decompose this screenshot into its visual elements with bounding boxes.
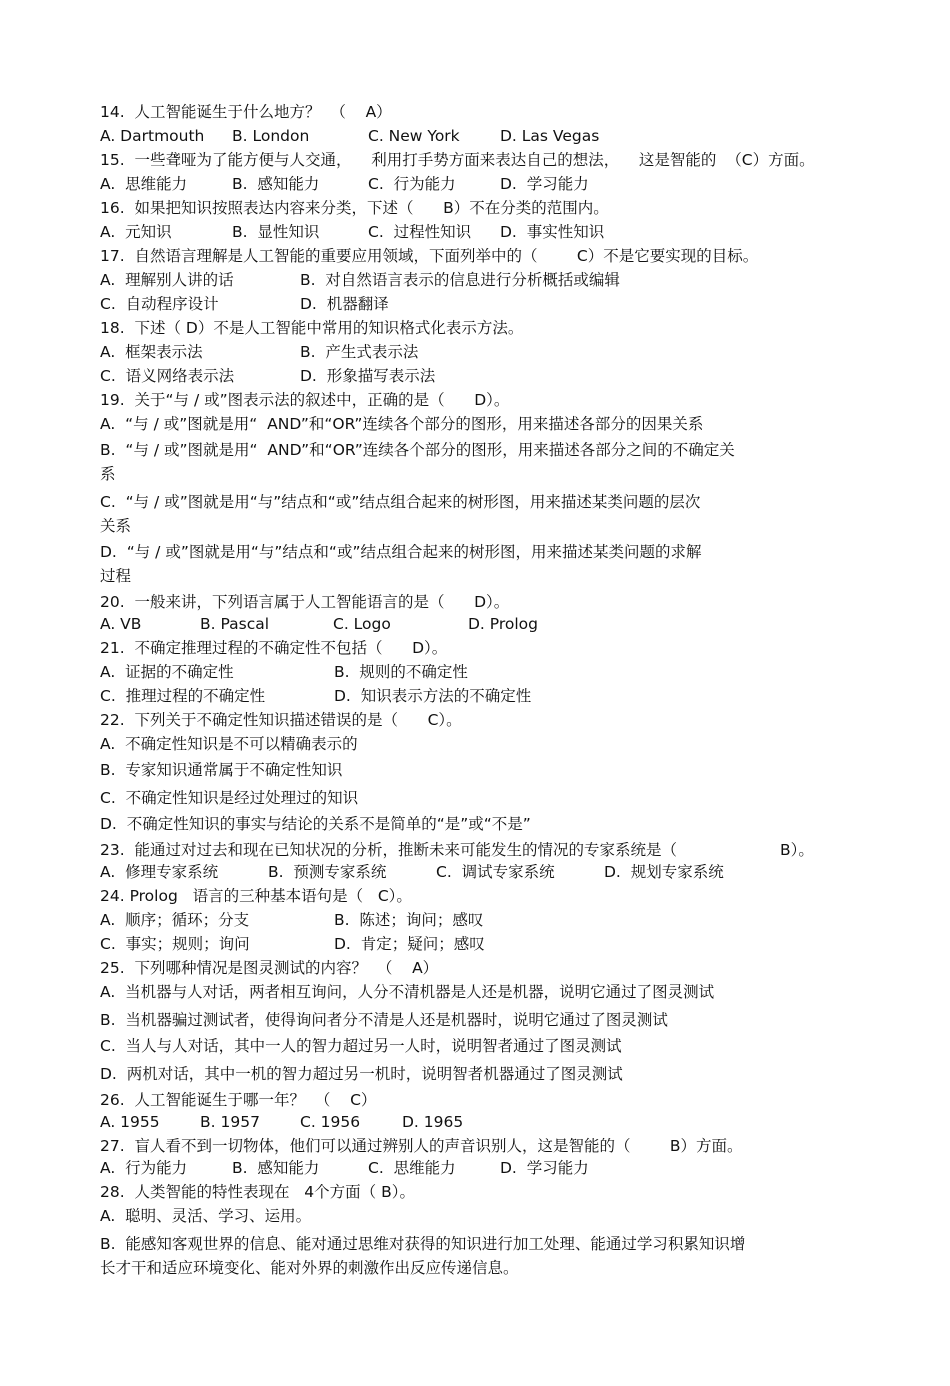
line-text: 22. 下列关于不确定性知识描述错误的是（ C）。 xyxy=(100,711,462,729)
option-text: A. 框架表示法 xyxy=(100,343,203,361)
option-text: 23. 能通过对过去和现在已知状况的分析，推断未来可能发生的情况的专家系统是（ xyxy=(100,841,678,859)
line-text: 过程 xyxy=(100,567,132,585)
option-text: C. 1956 xyxy=(300,1113,361,1131)
option-text: C. 自动程序设计 xyxy=(100,295,219,313)
line-text: 27. 盲人看不到一切物体，他们可以通过辨别人的声音识别人，这是智能的（ B）方面。 xyxy=(100,1137,743,1155)
option-text: C. Logo xyxy=(333,615,391,633)
option-text: C. 行为能力 xyxy=(368,175,456,193)
line-text: 关系 xyxy=(100,517,132,535)
option-text: C. New York xyxy=(368,127,460,145)
line-text: B. “与 / 或”图就是用“ AND”和“OR”连续各个部分的图形，用来描述各部分之间的不确定关 xyxy=(100,441,735,459)
line-text: 20. 一般来讲，下列语言属于人工智能语言的是（ D）。 xyxy=(100,593,510,611)
option-text: D. 知识表示方法的不确定性 xyxy=(334,687,532,705)
option-text: D. 1965 xyxy=(402,1113,464,1131)
line-text: B. 能感知客观世界的信息、能对通过思维对获得的知识进行加工处理、能通过学习积累知识增 xyxy=(100,1235,746,1253)
line-text: D. 两机对话，其中一机的智力超过另一机时，说明智者机器通过了图灵测试 xyxy=(100,1065,623,1083)
line-text: C. 不确定性知识是经过处理过的知识 xyxy=(100,789,359,807)
option-text: C. 调试专家系统 xyxy=(436,863,555,881)
line-text: 25. 下列哪种情况是图灵测试的内容？ （ A） xyxy=(100,959,439,977)
option-text: A. 证据的不确定性 xyxy=(100,663,234,681)
line-text: A. “与 / 或”图就是用“ AND”和“OR”连续各个部分的图形，用来描述各部分的因果关系 xyxy=(100,415,704,433)
option-text: A. 元知识 xyxy=(100,223,172,241)
line-text: 18. 下述（ D）不是人工智能中常用的知识格式化表示方法。 xyxy=(100,319,524,337)
option-text: C. 推理过程的不确定性 xyxy=(100,687,266,705)
option-text: D. Las Vegas xyxy=(500,127,600,145)
line-text: 17. 自然语言理解是人工智能的重要应用领域，下面列举中的（ C）不是它要实现的目标。 xyxy=(100,247,759,265)
line-text: C. “与 / 或”图就是用“与”结点和“或”结点组合起来的树形图，用来描述某类问题的层次 xyxy=(100,493,701,511)
option-text: A. VB xyxy=(100,615,142,633)
option-text: B. 感知能力 xyxy=(232,175,320,193)
option-text: B. 陈述；询问；感叹 xyxy=(334,911,484,929)
line-text: 15. 一些聋哑为了能方便与人交通， 利用打手势方面来表达自己的想法， 这是智能的 （C）方面。 xyxy=(100,151,815,169)
option-text: C. 思维能力 xyxy=(368,1159,456,1177)
line-text: D. “与 / 或”图就是用“与”结点和“或”结点组合起来的树形图，用来描述某类问题的求解 xyxy=(100,543,702,561)
option-text: B. 产生式表示法 xyxy=(300,343,419,361)
option-text: A. 顺序；循环；分支 xyxy=(100,911,250,929)
line-text: 21. 不确定推理过程的不确定性不包括（ D）。 xyxy=(100,639,448,657)
option-text: B. 显性知识 xyxy=(232,223,320,241)
line-text: A. 不确定性知识是不可以精确表示的 xyxy=(100,735,358,753)
option-text: A. 思维能力 xyxy=(100,175,188,193)
line-text: B. 当机器骗过测试者，使得询问者分不清是人还是机器时，说明它通过了图灵测试 xyxy=(100,1011,668,1029)
line-text: B. 专家知识通常属于不确定性知识 xyxy=(100,761,343,779)
option-text: D. 规划专家系统 xyxy=(604,863,724,881)
line-text: D. 不确定性知识的事实与结论的关系不是简单的“是”或“不是” xyxy=(100,815,531,833)
option-text: A. 1955 xyxy=(100,1113,160,1131)
option-text: A. 行为能力 xyxy=(100,1159,188,1177)
line-text: 24. Prolog 语言的三种基本语句是（ C）。 xyxy=(100,887,412,905)
line-text: 长才干和适应环境变化、能对外界的刺激作出反应传递信息。 xyxy=(100,1259,519,1277)
option-text: B. 预测专家系统 xyxy=(268,863,387,881)
option-text: B. 规则的不确定性 xyxy=(334,663,468,681)
option-text: D. 学习能力 xyxy=(500,1159,589,1177)
option-text: C. 事实；规则；询问 xyxy=(100,935,250,953)
line-text: 16. 如果把知识按照表达内容来分类，下述（ B）不在分类的范围内。 xyxy=(100,199,609,217)
option-text: D. 形象描写表示法 xyxy=(300,367,436,385)
line-text: A. 当机器与人对话，两者相互询问，人分不清机器是人还是机器，说明它通过了图灵测试 xyxy=(100,983,715,1001)
option-text: B. 1957 xyxy=(200,1113,260,1131)
line-text: 14. 人工智能诞生于什么地方？ （ A） xyxy=(100,103,392,121)
line-text: 26. 人工智能诞生于哪一年？ （ C） xyxy=(100,1091,377,1109)
option-text: C. 过程性知识 xyxy=(368,223,472,241)
option-text: A. 修理专家系统 xyxy=(100,863,219,881)
option-text: B. London xyxy=(232,127,310,145)
option-text: D. 事实性知识 xyxy=(500,223,605,241)
line-text: 19. 关于“与 / 或”图表示法的叙述中，正确的是（ D）。 xyxy=(100,391,510,409)
option-text: D. 肯定；疑问；感叹 xyxy=(334,935,485,953)
option-text: B. 感知能力 xyxy=(232,1159,320,1177)
option-text: A. 理解别人讲的话 xyxy=(100,271,234,289)
option-text: B）。 xyxy=(780,841,814,859)
line-text: 系 xyxy=(100,465,116,483)
option-text: D. 学习能力 xyxy=(500,175,589,193)
option-text: D. 机器翻译 xyxy=(300,295,389,313)
line-text: A. 聪明、灵活、学习、运用。 xyxy=(100,1207,312,1225)
option-text: D. Prolog xyxy=(468,615,539,633)
option-text: C. 语义网络表示法 xyxy=(100,367,235,385)
option-text: B. Pascal xyxy=(200,615,270,633)
option-text: A. Dartmouth xyxy=(100,127,205,145)
option-text: B. 对自然语言表示的信息进行分析概括或编辑 xyxy=(300,271,620,289)
line-text: C. 当人与人对话，其中一人的智力超过另一人时，说明智者通过了图灵测试 xyxy=(100,1037,622,1055)
line-text: 28. 人类智能的特性表现在 4个方面（ B）。 xyxy=(100,1183,415,1201)
